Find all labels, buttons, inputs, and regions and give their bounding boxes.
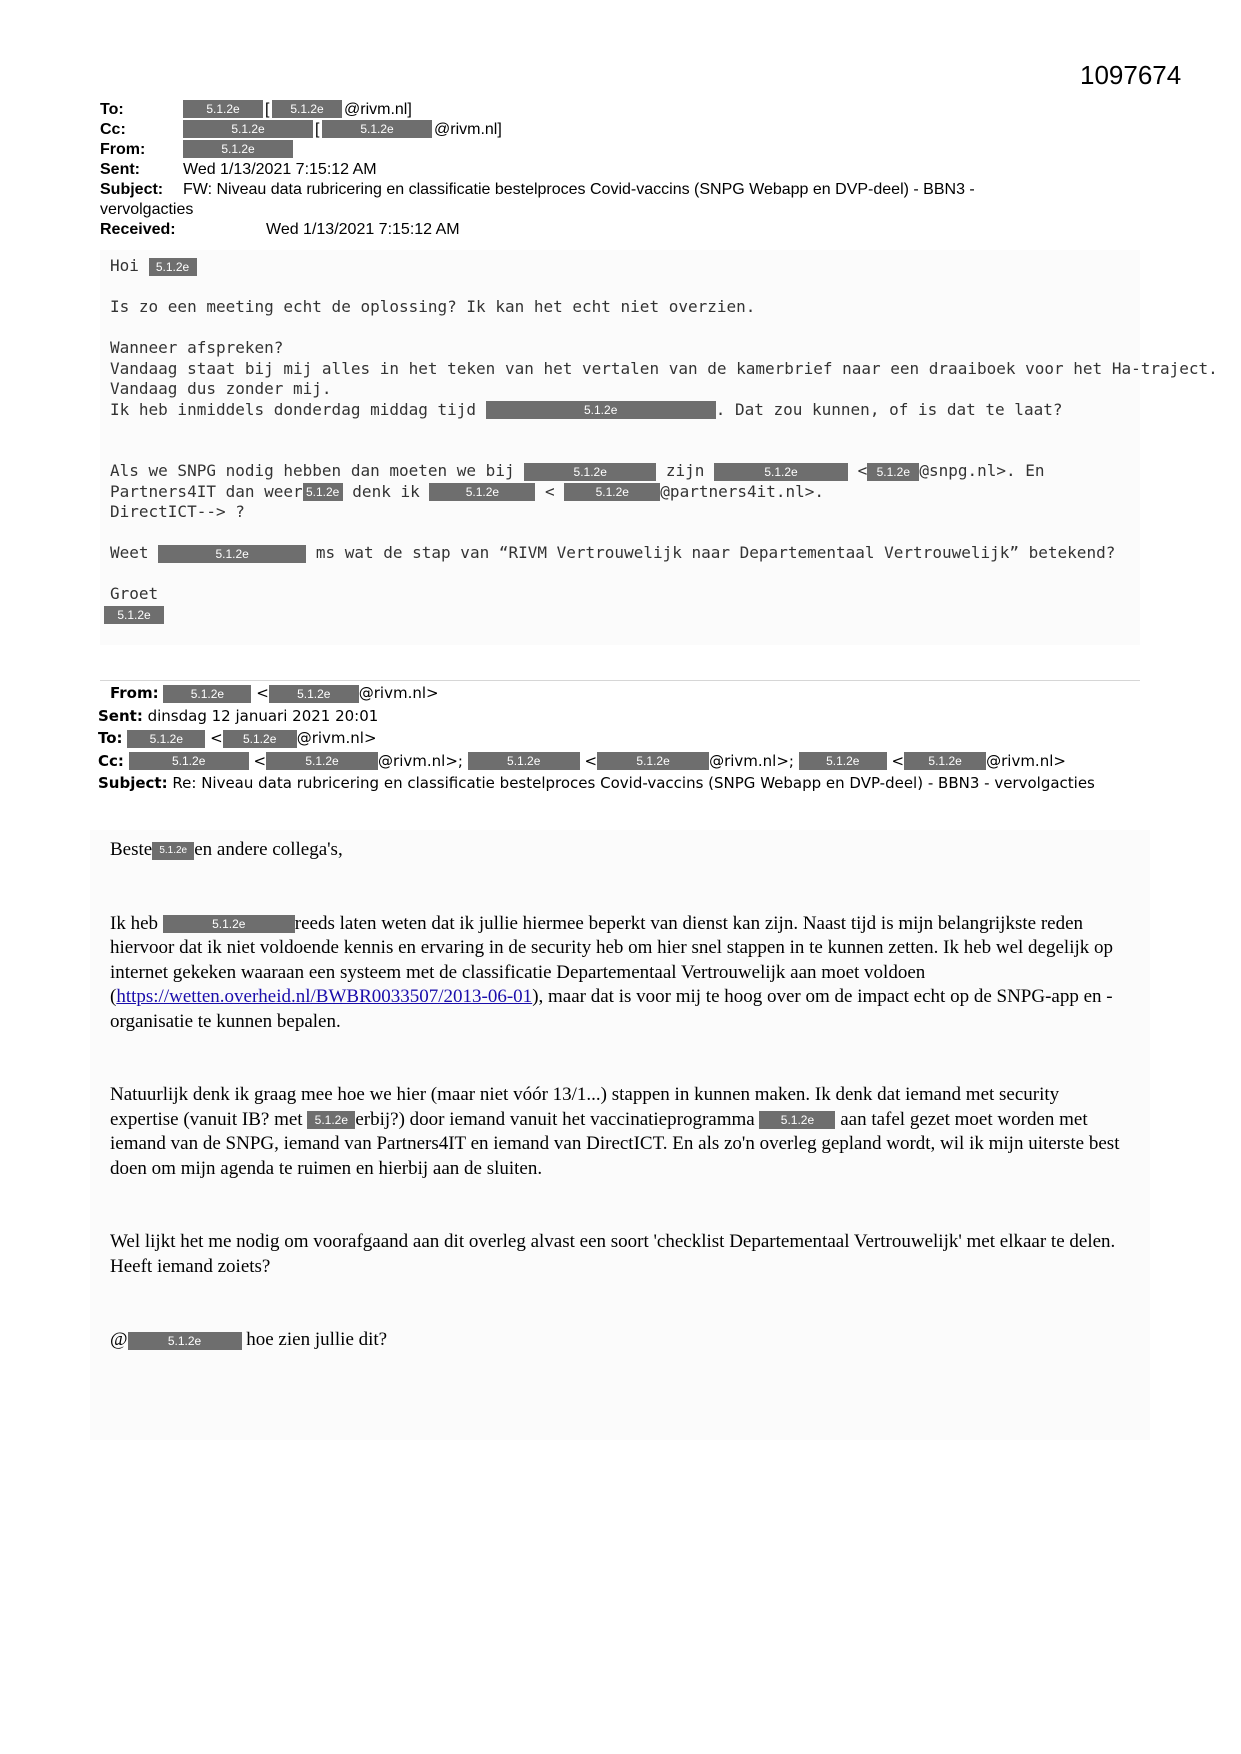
redaction: 5.1.2e [183, 140, 293, 158]
cc-row: Cc: 5.1.2e < 5.1.2e @rivm.nl>; 5.1.2e < 5.1.2e @rivm.nl>; 5.1.2e < 5.1.2e @rivm.nl> [98, 751, 1066, 770]
to-suffix: @rivm.nl] [344, 101, 412, 118]
document-id: 1097674 [1080, 60, 1182, 90]
subject-row [100, 180, 1100, 200]
sent-label: Sent: [100, 161, 140, 178]
redaction: 5.1.2e [904, 752, 986, 770]
message-line: DirectICT--> ? [110, 502, 245, 521]
message-line: Wanneer afspreken? [110, 338, 284, 357]
email-header [100, 100, 1100, 240]
from-row [100, 140, 1100, 160]
from-row: From: 5.1.2e < 5.1.2e @rivm.nl> [110, 684, 439, 702]
redaction: 5.1.2e [129, 752, 249, 770]
redaction: 5.1.2e [759, 1111, 835, 1129]
redaction: 5.1.2e [714, 463, 848, 481]
redaction: 5.1.2e [524, 463, 656, 481]
message-line: Vandaag dus zonder mij. [110, 379, 332, 398]
cc-label: Cc: [100, 121, 126, 138]
message-body-2: Beste 5.1.2e en andere collega's, Ik heb 5.1.2e reeds laten weten dat ik jullie hiermee beperkt van dienst kan zijn. Naast tijd is mijn belangrijkste reden hiervoor dat ik niet voldoende kennis en ervaring in de security heb om hier snel stappen in te kunnen zetten. Ik heb wel degelijk op internet gekeken waaraan een systeem met de classificatie Departementaal Vertrouwelijk aan moet voldoen (https://wetten.overheid.nl/BWBR0033507/2013-06-01), maar dat is voor mij te hoog over om de impact echt op de SNPG-app en -organisatie te kunnen bepalen. Natuurlijk denk ik graag mee hoe we hier (maar niet vóór 13/1...) stappen in kunnen maken. Ik denk dat iemand met security expertise (vanuit IB? met 5.1.2e erbij?) door iemand vanuit het vaccinatieprogramma 5.1.2e aan tafel gezet moet worden met iemand van de SNPG, iemand van Partners4IT en iemand van DirectICT. En als zo'n overleg gepland wordt, wil ik mijn uiterste best doen om mijn agenda te ruimen en hierbij aan de sluiten. Wel lijkt het me nodig om voorafgaand aan dit overleg alvast een soort 'checklist Departementaal Vertrouwelijk' met elkaar te delen. Heeft iemand zoiets? @ 5.1.2e hoe zien jullie dit? [90, 830, 1150, 1440]
sent-row: Sent: dinsdag 12 januari 2021 20:01 [98, 706, 379, 725]
received-row [100, 220, 1100, 240]
redaction: 5.1.2e [183, 100, 263, 118]
redaction: 5.1.2e [104, 606, 164, 624]
closing: Groet [110, 584, 159, 603]
redaction: 5.1.2e [163, 685, 251, 703]
redaction: 5.1.2e [149, 258, 197, 276]
redaction: 5.1.2e [223, 730, 297, 748]
redaction: 5.1.2e [163, 915, 295, 933]
redaction: 5.1.2e [799, 752, 887, 770]
redaction: 5.1.2e [307, 1111, 355, 1129]
redaction: 5.1.2e [128, 1332, 242, 1350]
redaction: 5.1.2e [152, 842, 194, 860]
divider [100, 680, 1140, 681]
message-body-1: Hoi 5.1.2e Is zo een meeting echt de oplossing? Ik kan het echt niet overzien. Wanneer afspreken? Vandaag staat bij mij alles in het teken van het vertalen van de kamerbrief naar een draaiboek voor het Ha-traject. Vandaag dus zonder mij. Ik heb inmiddels donderdag middag tijd 5.1.2e . Dat zou kunnen, of is dat te laat? Als we SNPG nodig hebben dan moeten we bij 5.1.2e zijn 5.1.2e < 5.1.2e @snpg.nl>. En Partners4IT dan weer 5.1.2e denk ik 5.1.2e < 5.1.2e @partners4it.nl>. DirectICT--> ? Weet 5.1.2e ms wat de stap van “RIVM Vertrouwelijk naar Departementaal Vertrouwelijk” betekend? Groet 5.1.2e [100, 250, 1140, 645]
redaction: 5.1.2e [266, 752, 378, 770]
paragraph: Wel lijkt het me nodig om voorafgaand aan dit overleg alvast een soort 'checklist Departementaal Vertrouwelijk' met elkaar te delen. Heeft iemand zoiets? [110, 1231, 1116, 1277]
redaction: 5.1.2e [597, 752, 709, 770]
redaction: 5.1.2e [303, 483, 343, 501]
redaction: 5.1.2e [272, 100, 342, 118]
redaction: 5.1.2e [158, 545, 306, 563]
to-row: To: 5.1.2e < 5.1.2e @rivm.nl> [98, 729, 377, 747]
redaction: 5.1.2e [183, 120, 313, 138]
redaction: 5.1.2e [322, 120, 432, 138]
sent-row [100, 160, 1100, 180]
cc-row: Cc: 5.1.2e [ 5.1.2e @rivm.nl] [100, 121, 502, 138]
redaction: 5.1.2e [127, 730, 205, 748]
sent-value: Wed 1/13/2021 7:15:12 AM [183, 161, 377, 178]
greeting: Hoi [110, 256, 139, 275]
to-row: To: 5.1.2e [ 5.1.2e @rivm.nl] [100, 101, 412, 118]
redaction: 5.1.2e [867, 463, 919, 481]
legislation-link[interactable]: https://wetten.overheid.nl/BWBR0033507/2013-06-01 [116, 986, 533, 1007]
redaction: 5.1.2e [564, 483, 660, 501]
cc-suffix: @rivm.nl] [434, 121, 502, 138]
received-label: Received: [100, 221, 176, 238]
quoted-email-header [98, 682, 1148, 795]
from-label: From: [100, 141, 146, 158]
redaction: 5.1.2e [429, 483, 535, 501]
subject-value: FW: Niveau data rubricering en classificatie bestelproces Covid-vaccins (SNPG Webapp en DVP-deel) - BBN3 - [183, 181, 975, 198]
message-line: Vandaag staat bij mij alles in het teken van het vertalen van de kamerbrief naar een draaiboek voor het Ha-traject. [110, 358, 1218, 378]
redaction: 5.1.2e [468, 752, 580, 770]
message-line: Is zo een meeting echt de oplossing? Ik kan het echt niet overzien. [110, 297, 756, 316]
subject-continuation: vervolgacties [100, 201, 194, 218]
redaction: 5.1.2e [269, 685, 359, 703]
subject-row: Subject: Re: Niveau data rubricering en classificatie bestelproces Covid-vaccins (SNPG Webapp en DVP-deel) - BBN3 - vervolgacties [98, 774, 1095, 792]
subject-label: Subject: [100, 181, 164, 198]
redaction: 5.1.2e [486, 401, 716, 419]
received-value: Wed 1/13/2021 7:15:12 AM [266, 221, 460, 238]
to-label: To: [100, 101, 124, 118]
